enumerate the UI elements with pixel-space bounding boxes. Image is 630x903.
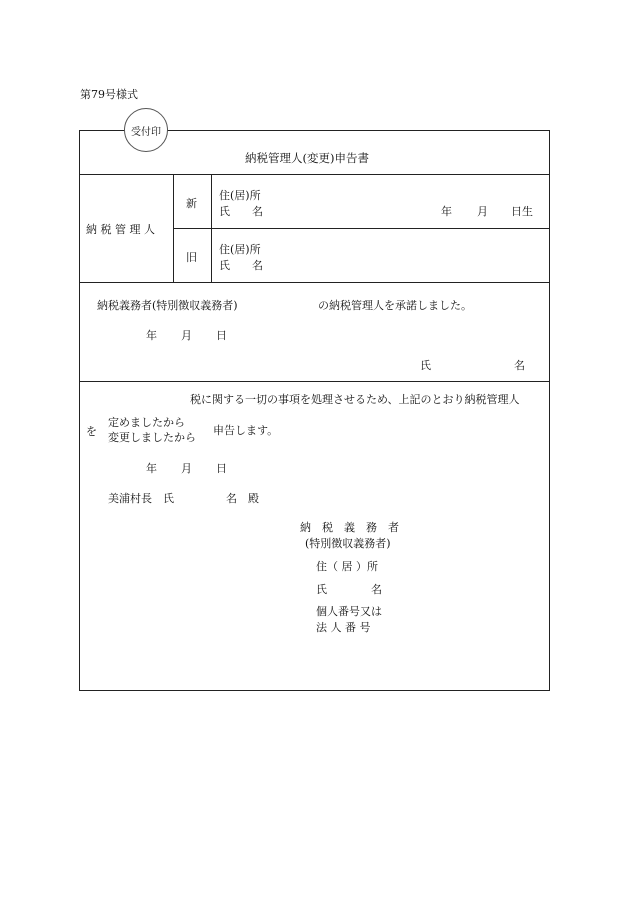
divider bbox=[80, 282, 550, 283]
old-name-label: 氏 名 bbox=[219, 259, 263, 272]
manager-row-label: 納 税 管 理 人 bbox=[86, 223, 155, 236]
taxpayer-number-label-1: 個人番号又は bbox=[316, 605, 382, 618]
divider bbox=[173, 174, 174, 282]
acceptance-year: 年 bbox=[146, 329, 157, 342]
new-address-label: 住(居)所 bbox=[219, 189, 261, 202]
new-label: 新 bbox=[186, 197, 197, 210]
birth-day-label: 日生 bbox=[511, 205, 533, 218]
reception-stamp-label: 受付印 bbox=[131, 127, 161, 138]
declaration-option-change: 変更しましたから bbox=[108, 431, 196, 444]
taxpayer-label: 納 税 義 務 者 bbox=[300, 521, 399, 534]
birth-year-label: 年 bbox=[441, 205, 452, 218]
divider bbox=[80, 381, 550, 382]
declaration-option-define: 定めましたから bbox=[108, 416, 185, 429]
declaration-day: 日 bbox=[216, 462, 227, 475]
reception-stamp-circle bbox=[124, 108, 168, 152]
birth-month-label: 月 bbox=[477, 205, 488, 218]
acceptance-text-right: の納税管理人を承諾しました。 bbox=[318, 299, 472, 312]
old-address-label: 住(居)所 bbox=[219, 243, 261, 256]
form-title: 納税管理人(変更)申告書 bbox=[245, 151, 369, 165]
acceptance-name-mei: 名 bbox=[514, 359, 525, 372]
acceptance-name-shi: 氏 bbox=[420, 359, 431, 372]
taxpayer-address-label: 住（ 居 ）所 bbox=[316, 560, 378, 573]
mayor-suffix: 名 殿 bbox=[226, 492, 259, 505]
declaration-form bbox=[79, 130, 550, 691]
new-name-label: 氏 名 bbox=[219, 205, 263, 218]
declaration-month: 月 bbox=[181, 462, 192, 475]
form-number: 第79号様式 bbox=[80, 88, 138, 101]
declaration-year: 年 bbox=[146, 462, 157, 475]
old-label: 旧 bbox=[186, 251, 197, 264]
acceptance-text-left: 納税義務者(特別徴収義務者) bbox=[97, 299, 238, 312]
taxpayer-sub-label: (特別徴収義務者) bbox=[305, 537, 391, 550]
acceptance-day: 日 bbox=[216, 329, 227, 342]
mayor-prefix: 美浦村長 氏 bbox=[108, 492, 174, 505]
taxpayer-name-label: 氏 名 bbox=[316, 583, 382, 596]
declaration-line1: 税に関する一切の事項を処理させるため、上記のとおり納税管理人 bbox=[190, 393, 520, 406]
taxpayer-number-label-2: 法 人 番 号 bbox=[316, 621, 371, 634]
acceptance-month: 月 bbox=[181, 329, 192, 342]
divider bbox=[80, 174, 550, 175]
divider bbox=[211, 174, 212, 282]
declaration-wo: を bbox=[86, 425, 97, 438]
declaration-suffix: 申告します。 bbox=[213, 424, 279, 437]
divider bbox=[173, 228, 550, 229]
